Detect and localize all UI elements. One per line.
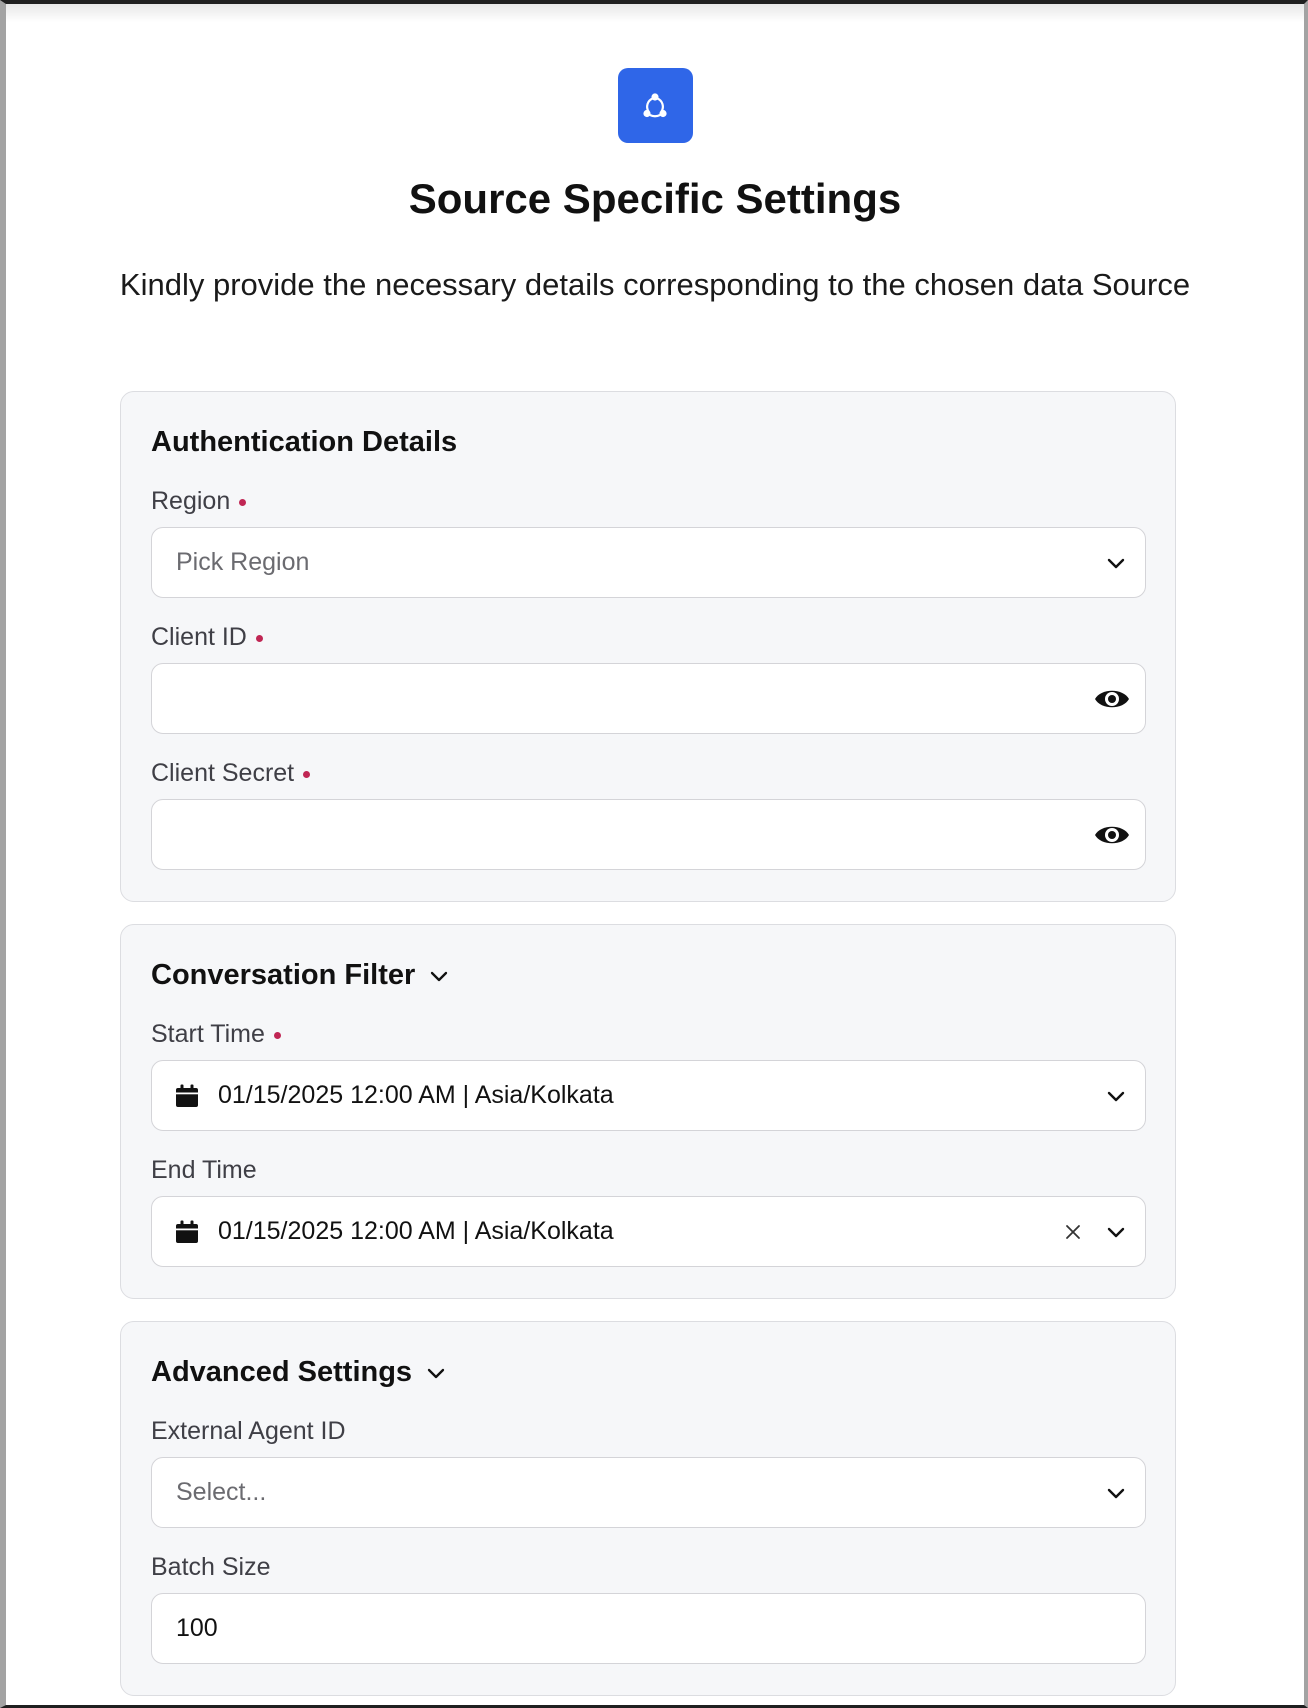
chevron-down-icon[interactable] <box>1105 1221 1127 1243</box>
required-indicator <box>274 1032 281 1039</box>
authentication-card <box>120 391 1176 902</box>
batch-size-value: 100 <box>176 1614 218 1642</box>
chevron-down-icon[interactable] <box>1105 1085 1127 1107</box>
end-time-picker[interactable] <box>151 1196 1146 1267</box>
batch-size-label-text: Batch Size <box>151 1553 271 1581</box>
client-id-input[interactable] <box>151 663 1146 734</box>
page-title: Source Specific Settings <box>408 175 902 222</box>
client-id-label <box>151 623 263 652</box>
source-logo <box>618 68 693 143</box>
conversation-filter-toggle[interactable] <box>151 959 449 992</box>
eye-icon[interactable] <box>1093 821 1131 849</box>
client-secret-label <box>151 759 310 788</box>
advanced-settings-title-text: Advanced Settings <box>151 1356 413 1388</box>
client-id-label-text: Client ID <box>151 623 247 651</box>
page-subtitle: Kindly provide the necessary details corresponding to the chosen data Source <box>119 267 1191 302</box>
required-indicator <box>256 635 263 642</box>
authentication-title-text: Authentication Details <box>151 426 458 458</box>
batch-size-label <box>151 1553 271 1582</box>
conversation-filter-title-text: Conversation Filter <box>151 959 416 991</box>
external-agent-id-placeholder: Select... <box>176 1478 267 1506</box>
chevron-down-icon[interactable] <box>426 1363 446 1383</box>
required-indicator <box>239 499 246 506</box>
settings-page <box>6 4 1304 307</box>
client-secret-input[interactable] <box>151 799 1146 870</box>
clear-icon[interactable] <box>1065 1224 1081 1240</box>
batch-size-input[interactable] <box>151 1593 1146 1664</box>
start-time-label <box>151 1020 281 1049</box>
external-agent-id-label <box>151 1417 346 1446</box>
conversation-filter-card <box>120 924 1176 1299</box>
end-time-label <box>151 1156 257 1185</box>
end-time-label-text: End Time <box>151 1156 257 1184</box>
advanced-settings-card <box>120 1321 1176 1696</box>
region-select[interactable] <box>151 527 1146 598</box>
external-agent-id-select[interactable] <box>151 1457 1146 1528</box>
advanced-settings-toggle[interactable] <box>151 1356 446 1389</box>
chevron-down-icon[interactable] <box>1105 1482 1127 1504</box>
eye-icon[interactable] <box>1093 685 1131 713</box>
required-indicator <box>303 771 310 778</box>
external-agent-id-label-text: External Agent ID <box>151 1417 346 1445</box>
share-nodes-icon <box>639 90 671 122</box>
client-secret-label-text: Client Secret <box>151 759 295 787</box>
start-time-value: 01/15/2025 12:00 AM | Asia/Kolkata <box>218 1081 614 1109</box>
chevron-down-icon[interactable] <box>429 966 449 986</box>
chevron-down-icon[interactable] <box>1105 552 1127 574</box>
region-label-text: Region <box>151 487 231 515</box>
calendar-icon <box>174 1083 200 1109</box>
end-time-value: 01/15/2025 12:00 AM | Asia/Kolkata <box>218 1217 614 1245</box>
start-time-picker[interactable] <box>151 1060 1146 1131</box>
calendar-icon <box>174 1219 200 1245</box>
region-label <box>151 487 246 516</box>
authentication-title <box>151 426 457 459</box>
region-placeholder: Pick Region <box>176 548 310 576</box>
start-time-label-text: Start Time <box>151 1020 265 1048</box>
